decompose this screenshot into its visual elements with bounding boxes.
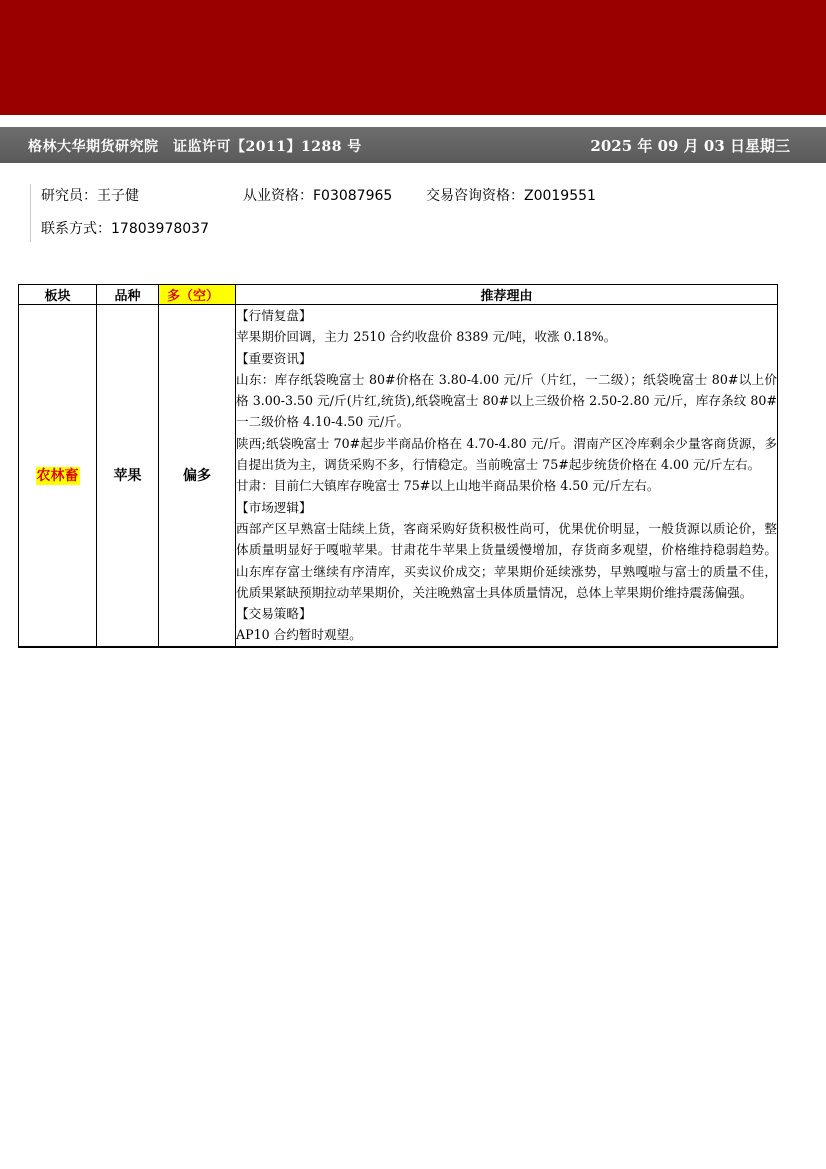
column-header-reason: 推荐理由: [236, 285, 778, 305]
section-heading-strategy: 【交易策略】: [236, 606, 312, 622]
qualification-label: 从业资格：F03087965: [243, 188, 393, 204]
consult-qualification-label: 交易咨询资格：Z0019551: [426, 188, 596, 204]
recommendation-table: [18, 284, 778, 648]
institute-title: 格林大华期货研究院 证监许可【2011】1288 号: [28, 139, 362, 155]
column-header-direction: 多（空）: [159, 285, 236, 305]
news-gansu-text: 甘肃：目前仁大镇库存晚富士 75#以上山地半商品果价格 4.50 元/斤左右。: [236, 478, 660, 494]
reason-cell: [236, 305, 778, 647]
review-text: 苹果期价回调，主力 2510 合约收盘价 8389 元/吨，收涨 0.18%。: [236, 329, 617, 345]
analyst-info-row-2: [0, 218, 826, 238]
section-heading-news: 【重要资讯】: [236, 350, 312, 366]
top-red-band: [0, 0, 826, 115]
news-shandong-text: 山东：库存纸袋晚富士 80#价格在 3.80-4.00 元/斤（片红，一二级）；纸袋晚富士 80#以上价格 3.00-3.50 元/斤(片红,统货),纸袋晚富士 80#以上三级价格 2.50-2.80 元/斤，库存条纹 80#一二级价格 4.10-4.50 元/斤。: [236, 371, 777, 430]
sector-value: 农林畜: [36, 468, 79, 485]
section-heading-logic: 【市场逻辑】: [236, 499, 312, 515]
variety-cell: 苹果: [97, 305, 159, 647]
report-date: 2025 年 09 月 03 日星期三: [590, 137, 790, 155]
table-header-row: [19, 285, 778, 305]
direction-cell: 偏多: [159, 305, 236, 647]
sector-cell: [19, 305, 97, 647]
contact-label: 联系方式：17803978037: [41, 221, 209, 237]
header-bar: [0, 127, 826, 163]
table-row: [19, 305, 778, 647]
logic-text: 西部产区早熟富士陆续上货，客商采购好货积极性尚可，优果优价明显，一般货源以质论价，整体质量明显好于嘎啦苹果。甘肃花牛苹果上货量缓慢增加，存货商多观望，价格维持稳弱趋势。山东库存富士继续有序清库，买卖议价成交；苹果期价延续涨势，早熟嘎啦与富士的质量不佳，优质果紧缺预期拉动苹果期价，关注晚熟富士具体质量情况，总体上苹果期价维持震荡偏强。: [236, 520, 777, 600]
researcher-label: 研究员：王子健: [41, 188, 139, 204]
section-heading-review: 【行情复盘】: [236, 308, 312, 323]
strategy-text: AP10 合约暂时观望。: [236, 627, 362, 643]
column-header-sector: 板块: [19, 285, 97, 305]
news-shaanxi-text: 陕西;纸袋晚富士 70#起步半商品价格在 4.70-4.80 元/斤。渭南产区冷库剩余少量客商货源，多自提出货为主，调货采购不多，行情稳定。当前晚富士 75#起步统货价格在 4.00 元/斤左右。: [236, 435, 777, 473]
column-header-variety: 品种: [97, 285, 159, 305]
analyst-info-row-1: [0, 185, 826, 205]
